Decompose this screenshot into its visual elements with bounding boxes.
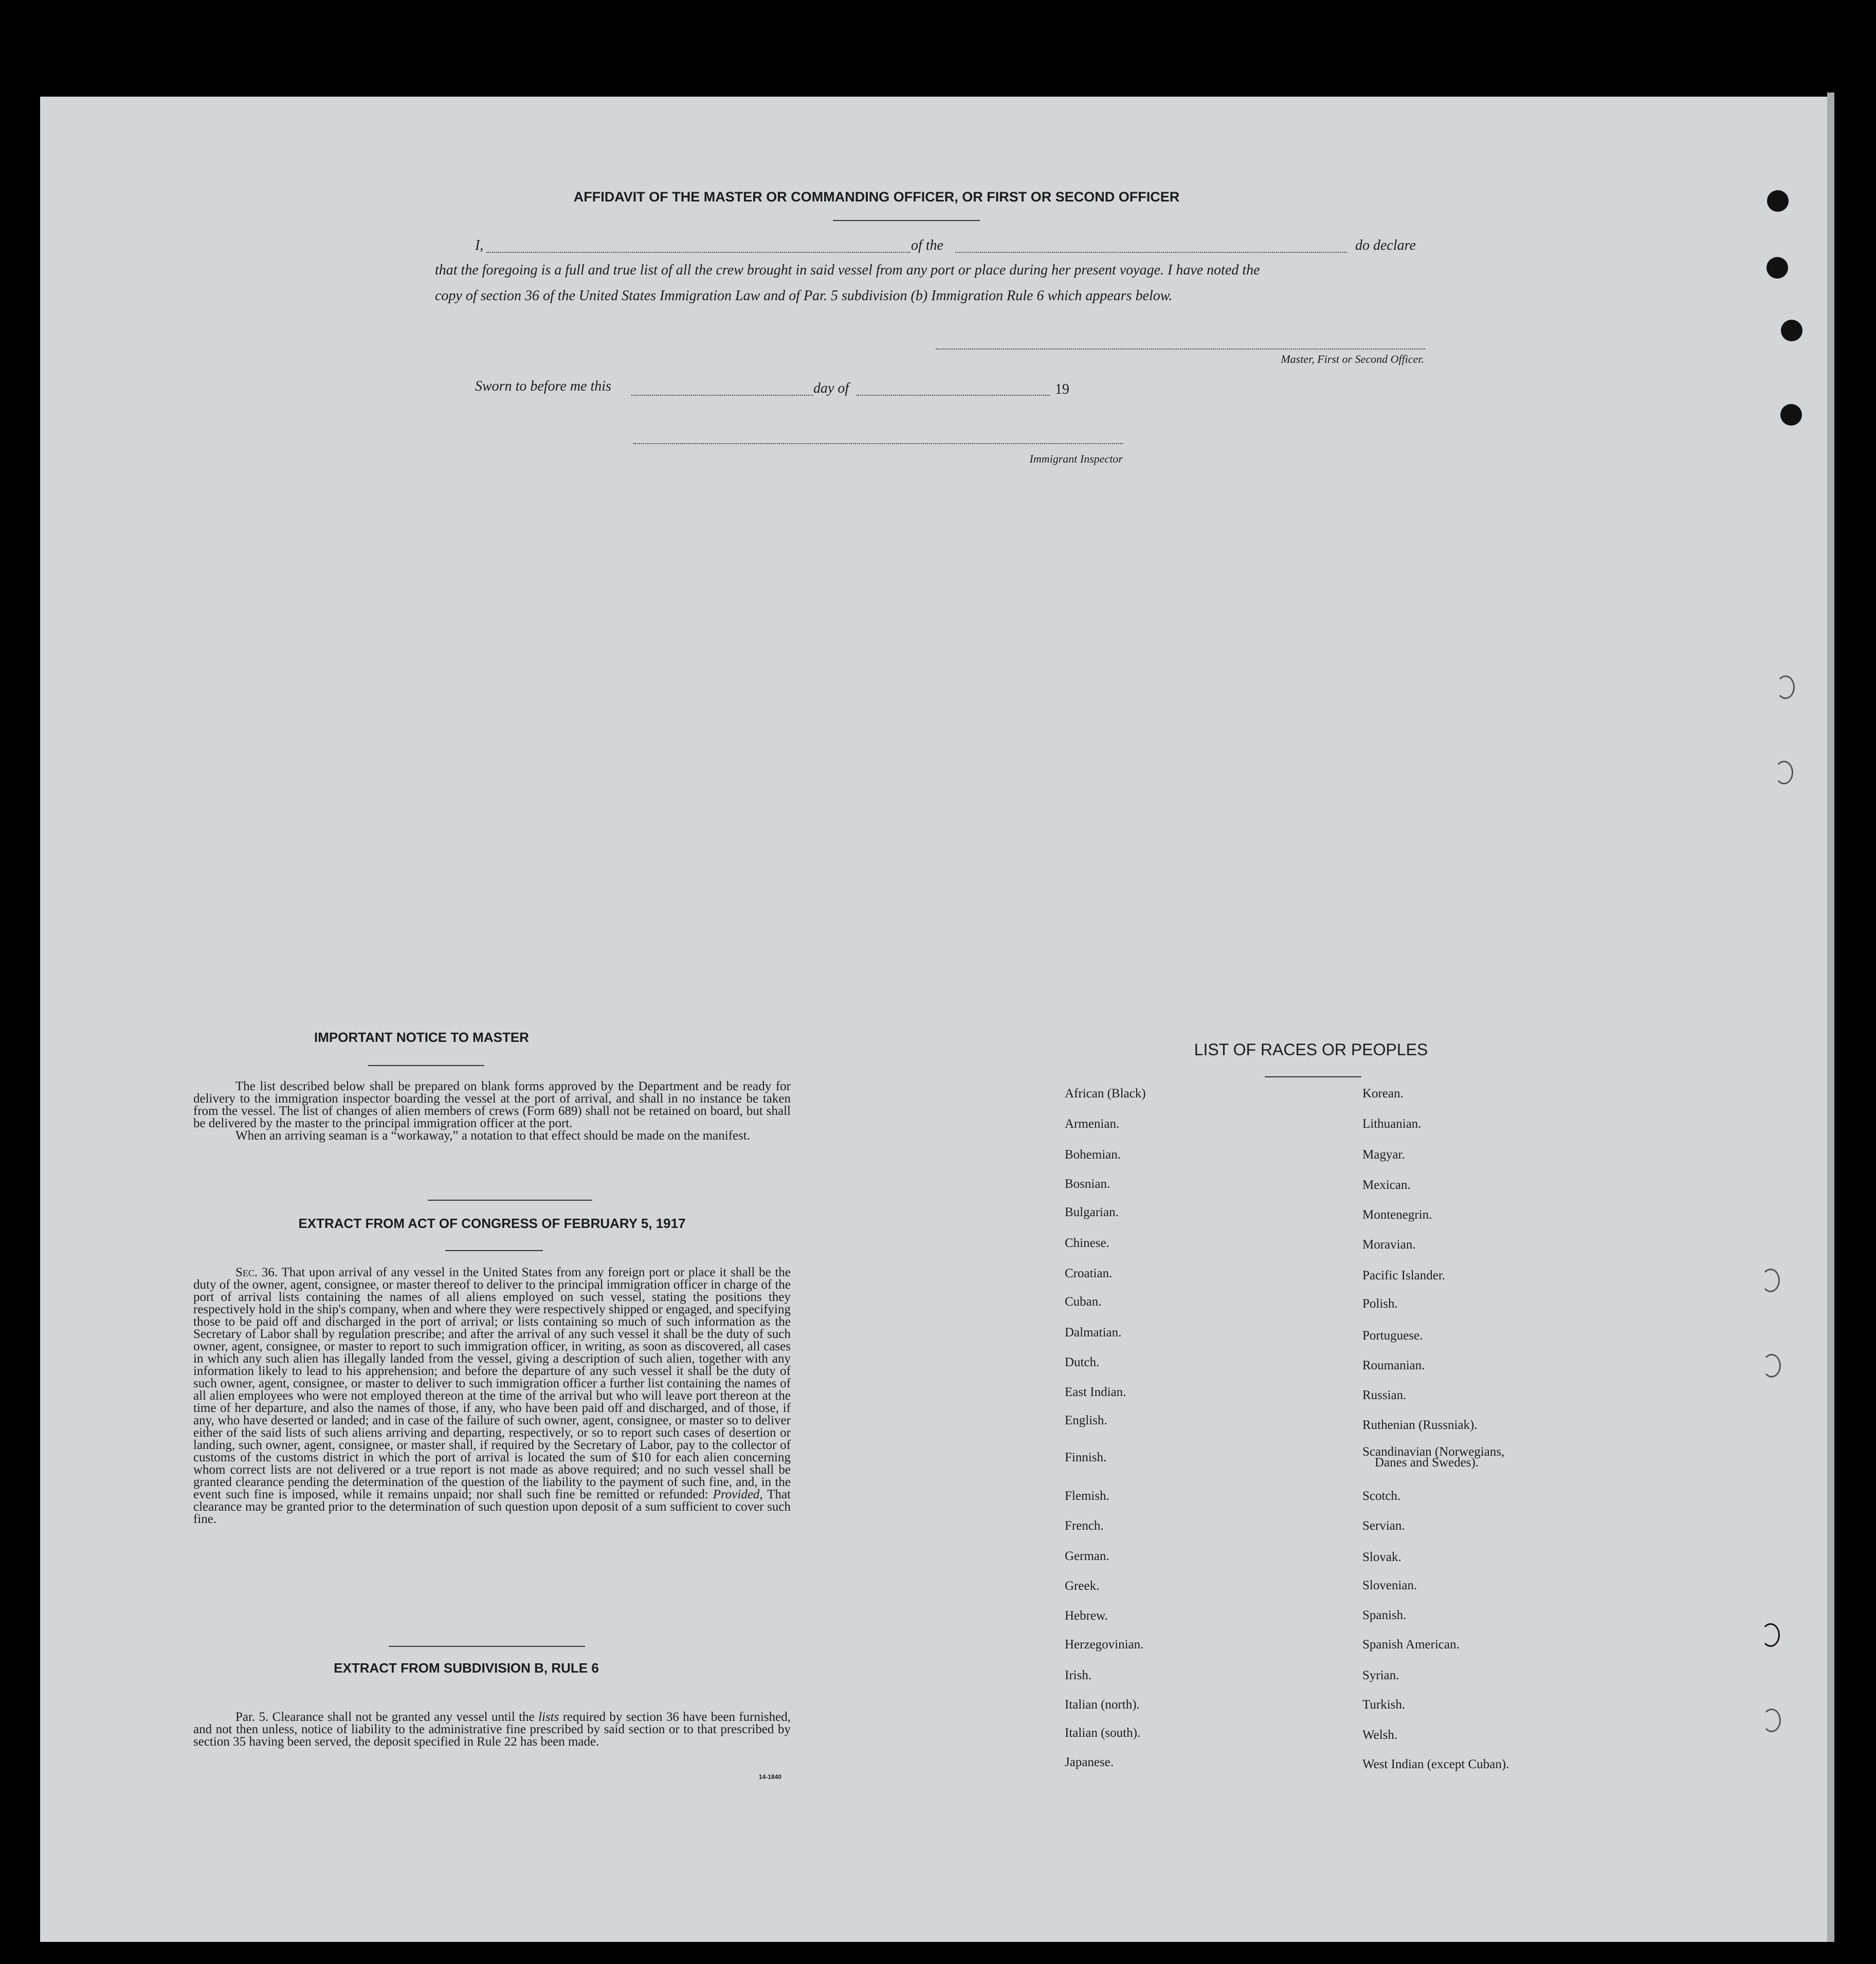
notice-body xyxy=(193,1080,791,1142)
rule-text-b: required by section 36 have been furnished, and not then unless, notice of liability to the administrative fine prescribed by said section or to that prescribed by section 35 having been served, the deposit specified in Rule 22 has been made. xyxy=(193,1710,791,1749)
race-item: Servian. xyxy=(1362,1519,1405,1533)
affidavit-i-label: I, xyxy=(475,237,484,253)
page-edge xyxy=(1827,93,1834,1942)
year-prefix: 19 xyxy=(1055,381,1069,397)
affidavit-text-line2: that the foregoing is a full and true list of all the crew brought in said vessel from any port or place during her present voyage. I have noted the xyxy=(435,262,1260,278)
race-item: East Indian. xyxy=(1065,1385,1126,1399)
divider xyxy=(389,1646,585,1647)
act-body xyxy=(193,1266,791,1526)
race-item: Bulgarian. xyxy=(1065,1205,1119,1219)
race-item: Flemish. xyxy=(1065,1489,1109,1503)
race-item: Slovak. xyxy=(1362,1550,1401,1564)
race-item: English. xyxy=(1065,1414,1107,1427)
punch-hole-mark xyxy=(1762,1709,1781,1732)
race-item: Syrian. xyxy=(1362,1668,1399,1682)
sworn-month-field[interactable] xyxy=(857,395,1050,396)
divider xyxy=(445,1250,543,1251)
sworn-label: Sworn to before me this xyxy=(475,378,611,394)
race-item: Roumanian. xyxy=(1362,1359,1425,1372)
race-item: Cuban. xyxy=(1065,1295,1102,1309)
punch-hole-mark xyxy=(1761,1623,1780,1647)
race-item: Bosnian. xyxy=(1065,1177,1110,1191)
punch-hole-mark xyxy=(1761,1269,1780,1292)
race-item: Moravian. xyxy=(1362,1238,1416,1252)
notice-paragraph-1: The list described below shall be prepared on blank forms approved by the Department and be ready for delivery to the immigration inspector boarding the vessel at the port of arrival, and shall in no instance be taken from the vessel. The list of changes of alien members of crews (Form 689) shall not be retained on board, but shall be delivered by the master to the principal immigration officer at the port. xyxy=(193,1079,791,1130)
race-item: Chinese. xyxy=(1065,1236,1109,1250)
race-item: Welsh. xyxy=(1362,1728,1398,1742)
act-title: EXTRACT FROM ACT OF CONGRESS OF FEBRUARY 5, 1917 xyxy=(298,1216,686,1231)
race-item: Lithuanian. xyxy=(1362,1117,1422,1131)
races-title: LIST OF RACES OR PEOPLES xyxy=(1194,1040,1428,1059)
master-signature-field[interactable] xyxy=(936,348,1425,350)
punch-hole-mark xyxy=(1776,675,1795,699)
race-item: Ruthenian (Russniak). xyxy=(1362,1418,1478,1432)
rule-body xyxy=(193,1711,791,1748)
act-text-end: That clearance may be granted prior to the determination of such question upon deposit of a sum sufficient to cover such fine. xyxy=(193,1488,791,1526)
divider xyxy=(368,1065,484,1066)
race-item: Herzegovinian. xyxy=(1065,1638,1144,1651)
race-item: Italian (north). xyxy=(1065,1698,1140,1712)
race-item: Russian. xyxy=(1362,1388,1407,1402)
race-item: Armenian. xyxy=(1065,1117,1120,1131)
notice-title: IMPORTANT NOTICE TO MASTER xyxy=(314,1030,529,1045)
race-item: Turkish. xyxy=(1362,1698,1406,1712)
race-item: Polish. xyxy=(1362,1297,1398,1311)
race-item: Italian (south). xyxy=(1065,1726,1141,1740)
inspector-signature-field[interactable] xyxy=(633,443,1123,444)
race-item: Dalmatian. xyxy=(1065,1326,1122,1339)
race-item: African (Black) xyxy=(1065,1087,1146,1100)
race-item: Croatian. xyxy=(1065,1266,1113,1280)
affidavit-declare-label: do declare xyxy=(1355,237,1416,253)
race-item: Mexican. xyxy=(1362,1178,1411,1192)
race-item: West Indian (except Cuban). xyxy=(1362,1757,1509,1771)
race-item-continuation: Danes and Swedes). xyxy=(1375,1456,1479,1470)
race-item: Slovenian. xyxy=(1362,1578,1417,1592)
race-item: Finnish. xyxy=(1065,1451,1107,1464)
race-item: French. xyxy=(1065,1519,1104,1533)
act-text: That upon arrival of any vessel in the United States from any foreign port or place it shall be the duty of the owner, agent, consignee, or master thereof to deliver to the principal immigration officer in charge of the port of arrival lists containing the names of all aliens employed on such vessel, stating the positions they respectively hold in the ship's company, when and where they were respectively shipped or engaged, and specifying those to be paid off and discharged in the port of arrival; or lists containing so much of such information as the Secretary of Labor shall by regulation prescribe; and after the arrival of any such vessel it shall be the duty of such owner, agent, consignee, or master to report to such immigration officer, in writing, as soon as discovered, all cases in which any such alien has illegally landed from the vessel, giving a description of such alien, together with any information likely to lead to his apprehension; and before the departure of any such vessel it shall be the duty of such owner, agent, consignee, or master to deliver to such immigration officer a further list containing the names of all alien employees who were not employed thereon at the time of the arrival but who will leave port thereon at the time of her departure, and also the names of those, if any, who have been paid off and discharged, and of those, if any, who have deserted or landed; and in case of the failure of such owner, agent, consignee, or master so to deliver either of the said lists of such aliens arriving and departing, respectively, or so to report such cases of desertion or landing, such owner, agent, consignee, or master shall, if required by the Secretary of Labor, pay to the collector of customs of the customs district in which the port of arrival is located the sum of $10 for each alien concerning whom correct lists are not delivered or a true report is not made as above required; and no such vessel shall be granted clearance pending the determination of the question of the liability to the payment of such fine, and, in the event such fine is imposed, while it remains unpaid; nor shall such fine be remitted or refunded: xyxy=(193,1265,791,1501)
punch-hole xyxy=(1767,190,1789,212)
act-provided: Provided, xyxy=(713,1488,763,1501)
punch-hole-mark xyxy=(1762,1354,1781,1378)
race-item: Korean. xyxy=(1362,1087,1404,1100)
affidavit-text-line3: copy of section 36 of the United States Immigration Law and of Par. 5 subdivision (b) Immigration Rule 6 which appears below. xyxy=(435,288,1173,304)
rule-lists: lists xyxy=(538,1710,559,1724)
act-section-label: Sec. 36. xyxy=(235,1265,278,1279)
vessel-name-field[interactable] xyxy=(955,252,1347,253)
master-signature-label: Master, First or Second Officer. xyxy=(1281,353,1424,365)
race-item: Magyar. xyxy=(1362,1148,1405,1162)
punch-hole-mark xyxy=(1775,761,1793,784)
punch-hole xyxy=(1780,404,1802,426)
race-item: Greek. xyxy=(1065,1579,1100,1593)
form-number: 14-1840 xyxy=(759,1773,782,1781)
race-item: Bohemian. xyxy=(1065,1148,1121,1162)
race-item: German. xyxy=(1065,1549,1109,1563)
inspector-label: Immigrant Inspector xyxy=(1029,452,1123,465)
race-item: Dutch. xyxy=(1065,1355,1100,1369)
race-item: Scandinavian (Norwegians, xyxy=(1362,1445,1505,1459)
day-of-label: day of xyxy=(813,380,849,396)
race-item: Montenegrin. xyxy=(1362,1208,1432,1222)
affidavit-title: AFFIDAVIT OF THE MASTER OR COMMANDING OFFICER, OR FIRST OR SECOND OFFICER xyxy=(573,189,1180,205)
rule-title: EXTRACT FROM SUBDIVISION B, RULE 6 xyxy=(334,1660,599,1676)
race-item: Pacific Islander. xyxy=(1362,1269,1446,1282)
affidavit-of-label: of the xyxy=(911,237,943,253)
rule-text-a: Par. 5. Clearance shall not be granted any vessel until the xyxy=(235,1710,535,1724)
master-name-field[interactable] xyxy=(486,252,910,253)
sworn-day-field[interactable] xyxy=(631,395,813,396)
race-item: Portuguese. xyxy=(1362,1329,1423,1343)
race-item: Japanese. xyxy=(1065,1755,1114,1769)
race-item: Irish. xyxy=(1065,1668,1092,1682)
punch-hole xyxy=(1766,257,1788,279)
race-item: Spanish. xyxy=(1362,1608,1407,1622)
divider xyxy=(833,220,980,221)
race-item: Spanish American. xyxy=(1362,1638,1460,1651)
race-item: Scotch. xyxy=(1362,1489,1401,1503)
notice-paragraph-2: When an arriving seaman is a “workaway,” a notation to that effect should be made on the manifest. xyxy=(235,1129,751,1143)
divider xyxy=(1265,1076,1361,1077)
punch-hole xyxy=(1781,320,1802,341)
divider xyxy=(428,1200,592,1201)
race-item: Hebrew. xyxy=(1065,1609,1108,1623)
